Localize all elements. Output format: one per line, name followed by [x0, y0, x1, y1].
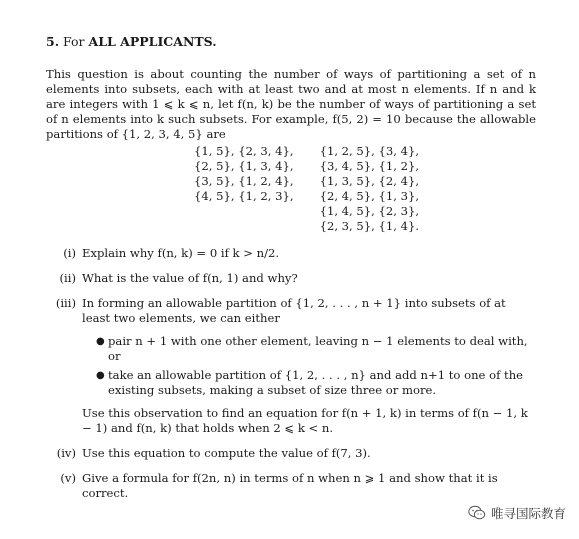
wechat-icon — [468, 505, 486, 521]
partition-line: {1, 3, 5}, {2, 4}, — [319, 174, 420, 188]
bullet-text: pair n + 1 with one other element, leaving n − 1 elements to deal with, or — [108, 334, 528, 363]
bullet-icon: ● — [96, 370, 105, 381]
partition-line: {1, 4, 5}, {2, 3}, — [319, 204, 420, 218]
part-text: In forming an allowable partition of {1, 2, . . . , n + 1} into subsets of at least two elements, we can either — [82, 296, 506, 325]
bullet-list — [96, 334, 536, 398]
partition-line: {3, 4, 5}, {1, 2}, — [319, 159, 420, 173]
part-label: (v) — [60, 471, 76, 485]
heading-prefix: For — [63, 34, 85, 49]
part-iii — [46, 296, 536, 436]
part-iv — [46, 446, 536, 461]
bullet-item — [96, 368, 536, 398]
part-v — [46, 471, 536, 501]
partition-line: {1, 5}, {2, 3, 4}, — [194, 144, 294, 158]
part-body — [82, 296, 536, 436]
bullet-text: take an allowable partition of {1, 2, . . . , n} and add n+1 to one of the existing subsets, making a subset of size three or more. — [108, 368, 524, 397]
question-page — [46, 34, 536, 511]
partition-column-left — [194, 144, 294, 234]
question-parts — [46, 246, 536, 501]
part-label: (i) — [63, 246, 76, 260]
part-followup: Use this observation to find an equation for f(n + 1, k) in terms of f(n − 1, k − 1) and f(n, k) that holds when 2 ⩽ k < n. — [82, 406, 528, 435]
part-text: What is the value of f(n, 1) and why? — [82, 271, 298, 285]
part-text: Use this equation to compute the value of f(7, 3). — [82, 446, 371, 460]
bullet-icon: ● — [96, 336, 105, 347]
partition-line: {4, 5}, {1, 2, 3}, — [194, 189, 294, 203]
watermark — [468, 505, 566, 521]
partition-line: {3, 5}, {1, 2, 4}, — [194, 174, 294, 188]
partition-line: {2, 4, 5}, {1, 3}, — [319, 189, 420, 203]
question-number: 5. — [46, 34, 60, 49]
partition-line: {2, 5}, {1, 3, 4}, — [194, 159, 294, 173]
bullet-item — [96, 334, 536, 364]
partition-line: {2, 3, 5}, {1, 4}. — [319, 219, 420, 233]
question-heading — [46, 34, 536, 49]
partition-column-right — [320, 144, 420, 234]
partition-line: {1, 2, 5}, {3, 4}, — [319, 144, 420, 158]
part-ii — [46, 271, 536, 286]
intro-paragraph: This question is about counting the number of ways of partitioning a set of n elements into subsets, each with at least two and at most n elements. If n and k are integers with 1 ⩽ k ⩽ n, let f(n, k) be the number of ways of partitioning a set of n elements into k such subsets. For example, f(5, 2) = 10 because the allowable partitions of {1, 2, 3, 4, 5} are — [46, 67, 536, 141]
heading-audience: ALL APPLICANTS. — [88, 34, 217, 49]
part-text: Give a formula for f(2n, n) in terms of n when n ⩾ 1 and show that it is correct. — [82, 471, 498, 500]
part-text: Explain why f(n, k) = 0 if k > n/2. — [82, 246, 280, 260]
part-i — [46, 246, 536, 261]
part-label: (iv) — [56, 446, 76, 460]
part-label: (iii) — [55, 296, 76, 310]
watermark-text: 唯寻国际教育 — [491, 505, 567, 521]
partition-list — [194, 144, 536, 234]
part-label: (ii) — [59, 271, 76, 285]
